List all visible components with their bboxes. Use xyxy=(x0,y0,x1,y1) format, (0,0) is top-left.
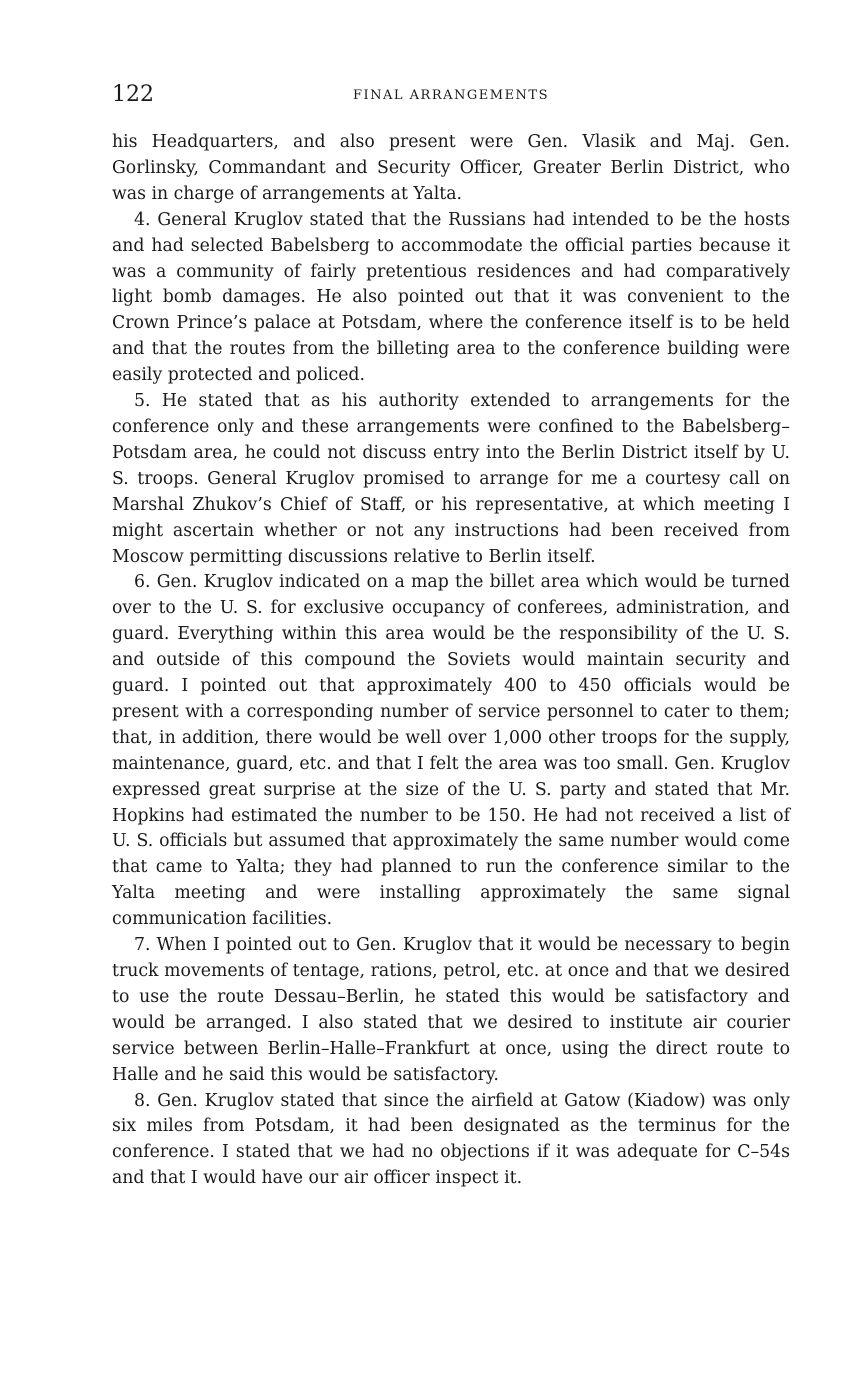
paragraph-5: 5. He stated that as his authority extended to arrangements for the conference only and these arrangements were confined to the Babelsberg–Potsdam area, he could not discuss entry into the Berlin District itself by U. S. troops. General Kruglov promised to arrange for me a courtesy call on Marshal Zhukov’s Chief of Staff, or his representative, at which meeting I might ascertain whether or not any instructions had been received from Moscow permitting discussions relative to Berlin itself. xyxy=(112,391,790,567)
paragraph-7: 7. When I pointed out to Gen. Kruglov that it would be necessary to begin truck movements of tentage, rations, petrol, etc. at once and that we desired to use the route Dessau–Berlin, he stated this would be satisfactory and would be arranged. I also stated that we desired to institute air courier service between Berlin–Halle–Frankfurt at once, using the direct route to Halle and he said this would be satisfactory. xyxy=(112,935,790,1085)
running-title: FINAL ARRANGEMENTS xyxy=(352,88,550,103)
page-number: 122 xyxy=(112,82,154,107)
paragraph-8: 8. Gen. Kruglov stated that since the airfield at Gatow (Kiadow) was only six miles from Potsdam, it had been designated as the terminus for the conference. I stated that we had no objections if it was adequate for C–54s and that I would have our air officer inspect it. xyxy=(112,1090,790,1189)
page-header xyxy=(112,80,790,110)
paragraph-4: 4. General Kruglov stated that the Russians had intended to be the hosts and had selected Babelsberg to accommodate the official parties because it was a community of fairly pretentious residences and had comparatively light bomb damages. He also pointed out that it was convenient to the Crown Prince’s palace at Potsdam, where the conference itself is to be held and that the routes from the billeting area to the conference building were easily protected and policed. xyxy=(112,209,790,386)
body-text xyxy=(112,130,790,1192)
paragraph-6: 6. Gen. Kruglov indicated on a map the billet area which would be turned over to the U. S. for exclusive occupancy of conferees, administration, and guard. Everything within this area would be the responsibility of the U. S. and outside of this compound the Soviets would maintain security and guard. I pointed out that approximately 400 to 450 officials would be present with a corresponding number of service personnel to cater to them; that, in addition, there would be well over 1,000 other troops for the supply, maintenance, guard, etc. and that I felt the area was too small. Gen. Kruglov expressed great surprise at the size of the U. S. party and stated that Mr. Hopkins had estimated the number to be 150. He had not received a list of U. S. officials but assumed that approximately the same number would come that came to Yalta; they had planned to run the conference similar to the Yalta meeting and were installing approximately the same signal communication facilities. xyxy=(112,572,790,930)
paragraph-continuation: his Headquarters, and also present were Gen. Vlasik and Maj. Gen. Gorlinsky, Commandant and Security Officer, Greater Berlin District, who was in charge of arrangements at Yalta. xyxy=(112,132,790,204)
